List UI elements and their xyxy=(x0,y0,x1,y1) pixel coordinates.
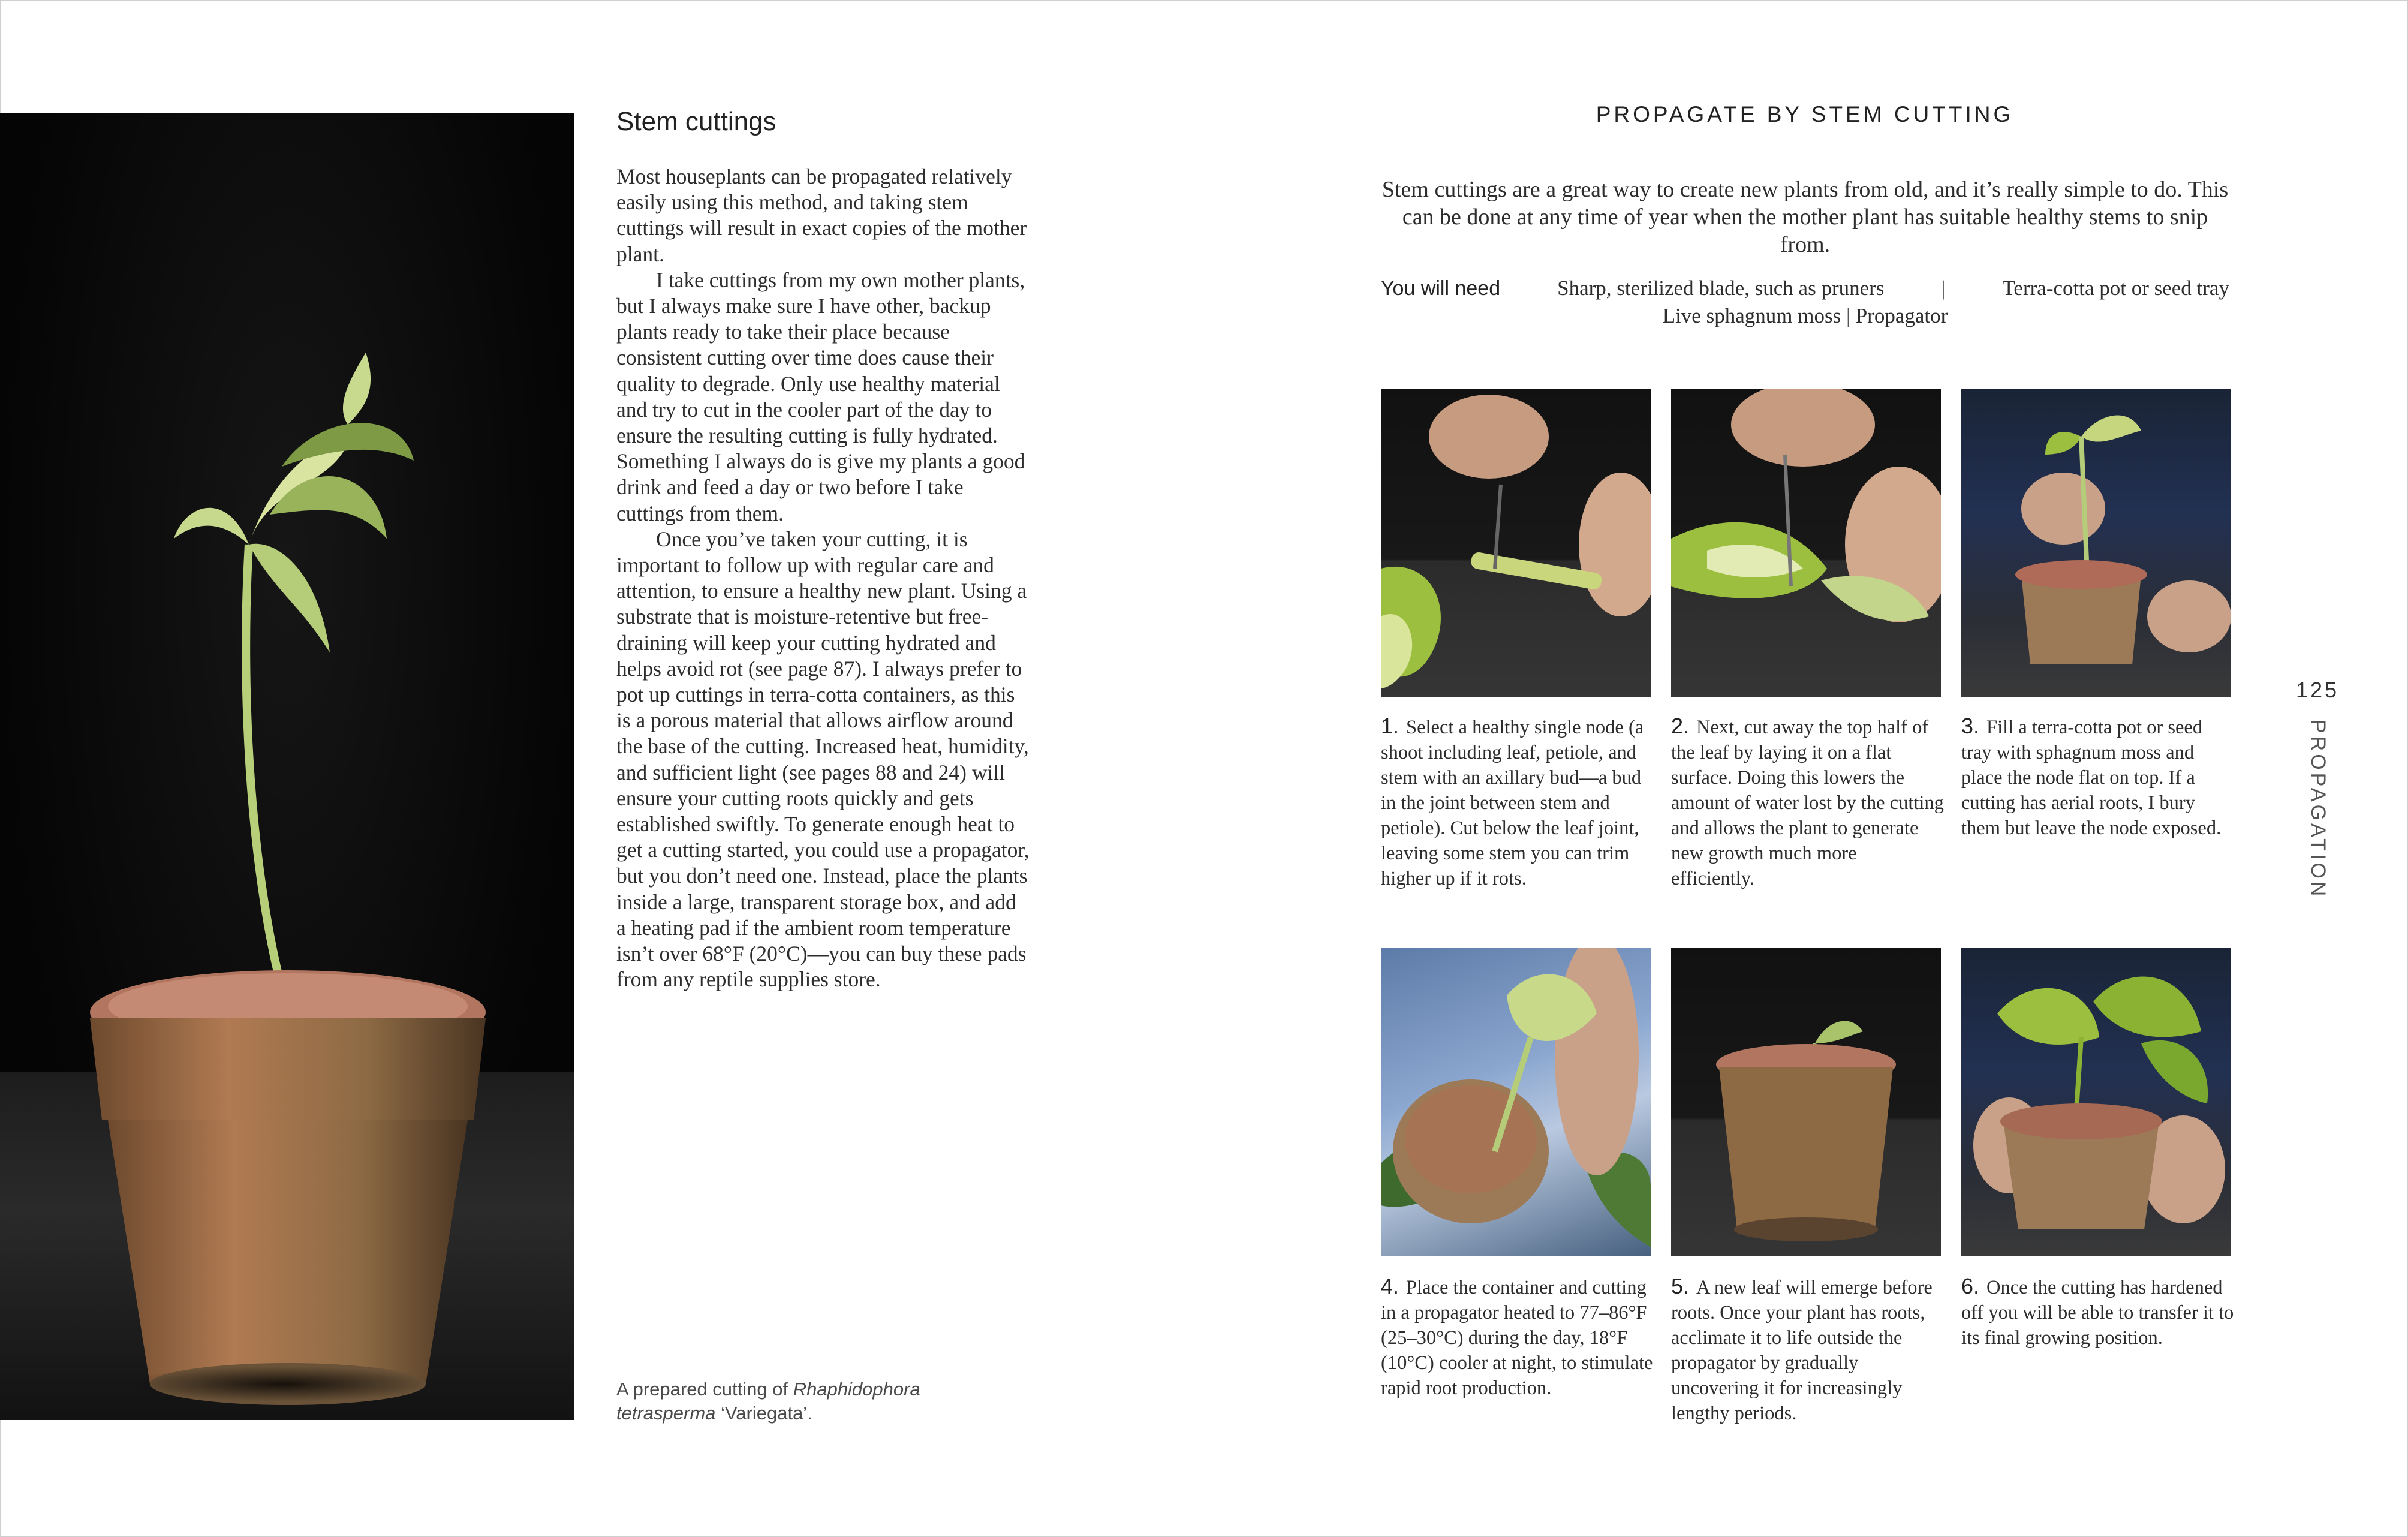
needs-item-2: Terra-cotta pot or seed tray xyxy=(2002,276,2229,300)
running-head: PROPAGATION xyxy=(2307,720,2329,900)
step-4-photo xyxy=(1381,948,1651,1256)
spread-title: PROPAGATE BY STEM CUTTING xyxy=(1596,102,2014,127)
step-2-text xyxy=(1671,714,1944,891)
step-6-number: 6. xyxy=(1961,1274,1980,1298)
section-heading: Stem cuttings xyxy=(616,107,776,136)
body-paragraph-2: I take cuttings from my own mother plants, but I always make sure I have other, backup plants ready to take their place because consistent cutting over time does cause their quality to degrade. Only use healthy material and try to cut in the cooler part of the day to ensure the resulting cutting is fully hydrated. Something I always do is give my plants a good drink and feed a day or two before I take cuttings from them. xyxy=(616,267,1025,525)
caption-suffix: ‘Variegata’. xyxy=(715,1403,812,1424)
step-5-text xyxy=(1671,1274,1944,1426)
step-4-number: 4. xyxy=(1381,1274,1399,1298)
step-4-body: Place the container and cutting in a propagator heated to 77–86°F (25–30°C) during the day, 18°F (10°C) cooler at night, to stimulate rapid root production. xyxy=(1381,1277,1653,1399)
needs-separator: | xyxy=(1846,304,1850,327)
step-6-body: Once the cutting has hardened off you will be able to transfer it to its final growing position. xyxy=(1961,1277,2234,1349)
caption-species: Rhaphidophora tetrasperma xyxy=(616,1379,920,1424)
photo-caption xyxy=(616,1377,976,1425)
variegated-cutting-illustration xyxy=(150,341,462,1000)
body-text xyxy=(616,164,1030,993)
step-5-body: A new leaf will emerge before roots. Once your plant has roots, acclimate it to life outside the propagator by gradually uncovering it for increasingly lengthy periods. xyxy=(1671,1277,1933,1424)
needs-line-2 xyxy=(1381,302,2229,330)
you-will-need xyxy=(1381,275,2229,330)
step-1-number: 1. xyxy=(1381,714,1399,738)
needs-separator: | xyxy=(1941,276,1946,300)
step-5-photo xyxy=(1671,948,1941,1256)
step-1-photo xyxy=(1381,389,1651,697)
step-2-body: Next, cut away the top half of the leaf by laying it on a flat surface. Doing this lowers the amount of water lost by the cutting and allows the plant to generate new growth much more efficiently. xyxy=(1671,717,1944,889)
step-3-photo xyxy=(1961,389,2231,697)
step-3-text xyxy=(1961,714,2234,841)
step-1-body: Select a healthy single node (a shoot including leaf, petiole, and stem with an axillary bud—a bud in the joint between stem and petiole). Cut below the leaf joint, leaving some stem you can trim higher up if it rots. xyxy=(1381,717,1644,889)
needs-item-3: Live sphagnum moss xyxy=(1662,304,1841,327)
intro-text: Stem cuttings are a great way to create new plants from old, and it’s really simple to do. This can be done at any time of year when the mother plant has suitable healthy stems to snip from. xyxy=(1381,177,2229,257)
step-6-text xyxy=(1961,1274,2234,1350)
step-1-text xyxy=(1381,714,1654,891)
step-5-number: 5. xyxy=(1671,1274,1690,1298)
step-2-number: 2. xyxy=(1671,714,1690,738)
step-6-photo xyxy=(1961,948,2231,1256)
caption-prefix: A prepared cutting of xyxy=(616,1379,793,1400)
step-3-number: 3. xyxy=(1961,714,1980,738)
step-4-text xyxy=(1381,1274,1654,1401)
pot-shadow xyxy=(126,1366,438,1402)
step-2-photo xyxy=(1671,389,1941,697)
needs-item-4: Propagator xyxy=(1855,304,1948,327)
needs-line-1 xyxy=(1381,275,2229,302)
needs-item-1: Sharp, sterilized blade, such as pruners xyxy=(1557,276,1885,300)
hero-plant-photo xyxy=(0,113,574,1420)
needs-label: You will need xyxy=(1381,277,1501,300)
body-paragraph-1: Most houseplants can be propagated relatively easily using this method, and taking stem cuttings will result in exact copies of the mother plant. xyxy=(616,164,1027,266)
body-paragraph-3: Once you’ve taken your cutting, it is important to follow up with regular care and attention, to ensure a healthy new plant. Using a substrate that is moisture-retentive but free-draining will keep your cutting hydrated and helps avoid rot (see page 87). I always prefer to pot up cuttings in terra-cotta containers, as this is a porous material that allows airflow around the base of the cutting. Increased heat, humidity, and sufficient light (see pages 88 and 24) will ensure your cutting roots quickly and gets established swiftly. To generate enough heat to get a cutting started, you could use a propagator, but you don’t need one. Instead, place the plants inside a large, transparent storage box, and add a heating pad if the ambient room temperature isn’t over 68°F (20°C)—you can buy these pads from any reptile supplies store. xyxy=(616,527,1030,992)
step-3-body: Fill a terra-cotta pot or seed tray with sphagnum moss and place the node flat on top. If a cutting has aerial roots, I bury them but leave the node exposed. xyxy=(1961,717,2222,839)
terra-cotta-pot-illustration xyxy=(78,964,498,1420)
page-number: 125 xyxy=(2296,678,2340,702)
